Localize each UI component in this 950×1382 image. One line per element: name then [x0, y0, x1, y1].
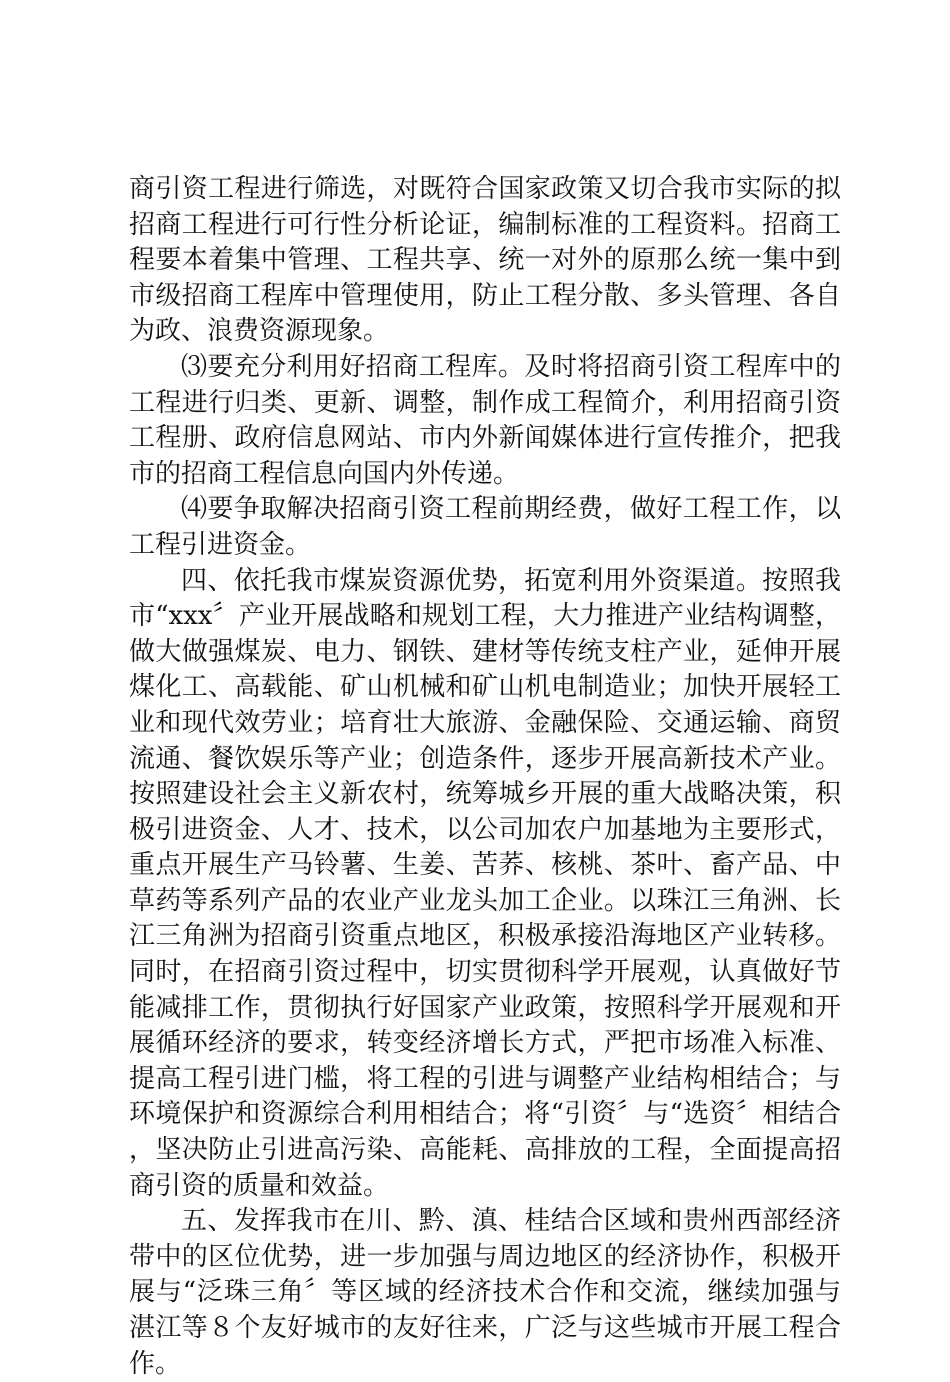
paragraph-section-five: 五、发挥我市在川、黔、滇、桂结合区域和贵州西部经济带中的区位优势，进一步加强与周边地区的经济协作，积极开展与“泛珠三角〞等区域的经济技术合作和交流，继续加强与湛江等８个友好城市的友好往来，广泛与这些城市开展工程合作。 — [129, 1206, 841, 1379]
paragraph-use-project-library: ⑶要充分利用好招商工程库。及时将招商引资工程库中的工程进行归类、更新、调整，制作成工程简介，利用招商引资工程册、政府信息网站、市内外新闻媒体进行宣传推介，把我市的招商工程信息向国内外传递。 — [129, 351, 841, 489]
paragraph-preliminary-funding: ⑷要争取解决招商引资工程前期经费，做好工程工作，以工程引进资金。 — [129, 494, 841, 560]
paragraph-section-four: 四、依托我市煤炭资源优势，拓宽利用外资渠道。按照我市“xxx〞产业开展战略和规划工程，大力推进产业结构调整，做大做强煤炭、电力、钢铁、建材等传统支柱产业，延伸开展煤化工、高载能、矿山机械和矿山机电制造业；加快开展轻工业和现代效劳业；培育壮大旅游、金融保险、交通运输、商贸流通、餐饮娱乐等产业；创造条件，逐步开展高新技术产业。按照建设社会主义新农村，统筹城乡开展的重大战略决策，积极引进资金、人才、技术，以公司加农户加基地为主要形式，重点开展生产马铃薯、生姜、苦荞、核桃、茶叶、畜产品、中草药等系列产品的农业产业龙头加工企业。以珠江三角洲、长江三角洲为招商引资重点地区，积极承接沿海地区产业转移。同时，在招商引资过程中，切实贯彻科学开展观，认真做好节能减排工作，贯彻执行好国家产业政策，按照科学开展观和开展循环经济的要求，转变经济增长方式，严把市场准入标准、提高工程引进门槛，将工程的引进与调整产业结构相结合；与环境保护和资源综合利用相结合；将“引资〞与“选资〞相结合，坚决防止引进高污染、高能耗、高排放的工程，全面提高招商引资的质量和效益。 — [129, 565, 841, 1201]
document-body — [129, 172, 841, 1382]
paragraph-project-screening: 商引资工程进行筛选，对既符合国家政策又切合我市实际的拟招商工程进行可行性分析论证，编制标准的工程资料。招商工程要本着集中管理、工程共享、统一对外的原那么统一集中到市级招商工程库中管理使用，防止工程分散、多头管理、各自为政、浪费资源现象。 — [129, 174, 841, 347]
